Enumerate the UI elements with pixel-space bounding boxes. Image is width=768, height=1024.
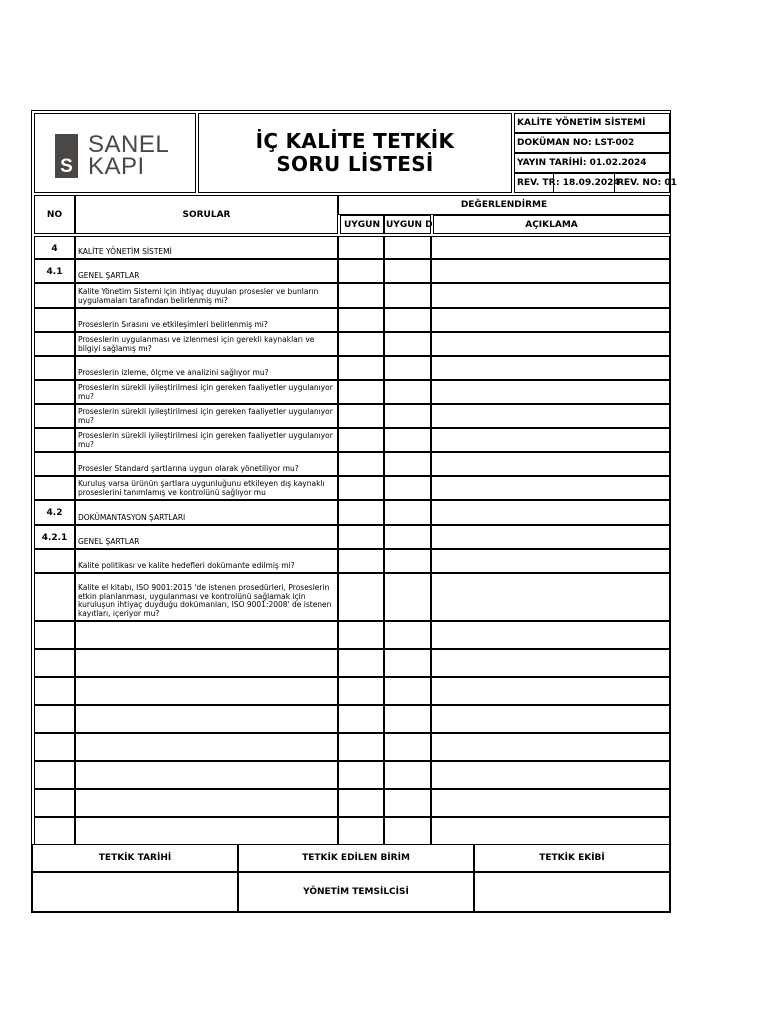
row-conform-cell[interactable] xyxy=(338,476,384,500)
audit-checklist-sheet xyxy=(31,110,677,913)
row-no-cell xyxy=(34,404,75,428)
row-explanation-cell[interactable] xyxy=(431,789,670,817)
row-explanation-cell[interactable] xyxy=(431,677,670,705)
row-nonconform-cell[interactable] xyxy=(384,573,431,621)
row-question-cell[interactable] xyxy=(75,761,338,789)
col-header-nonconform: UYGUN D xyxy=(384,215,431,234)
row-nonconform-cell[interactable] xyxy=(384,549,431,573)
footer-audit-date-label: TETKİK TARİHİ xyxy=(32,844,238,872)
row-question-cell xyxy=(75,452,338,476)
row-no-cell xyxy=(34,428,75,452)
info-publish-date: YAYIN TARİHİ: 01.02.2024 xyxy=(514,153,670,173)
row-question-text: GENEL ŞARTLAR xyxy=(78,536,140,546)
row-explanation-cell[interactable] xyxy=(431,621,670,649)
row-no-cell xyxy=(34,236,75,259)
info-rev-date-value: : 18.09.2024 xyxy=(553,173,615,193)
row-no-cell[interactable] xyxy=(34,789,75,817)
row-explanation-cell[interactable] xyxy=(431,259,670,283)
row-question-cell[interactable] xyxy=(75,817,338,845)
company-logo-box xyxy=(34,113,196,193)
row-conform-cell[interactable] xyxy=(338,817,384,845)
row-no-cell xyxy=(34,525,75,549)
row-question-cell[interactable] xyxy=(75,789,338,817)
row-explanation-cell[interactable] xyxy=(431,452,670,476)
row-nonconform-cell[interactable] xyxy=(384,308,431,332)
row-conform-cell[interactable] xyxy=(338,452,384,476)
row-explanation-cell[interactable] xyxy=(431,428,670,452)
row-question-cell[interactable] xyxy=(75,649,338,677)
row-explanation-cell[interactable] xyxy=(431,761,670,789)
row-number: 4.1 xyxy=(46,267,63,277)
company-logo xyxy=(55,131,170,180)
row-question-text: Prosesler Standard şartlarına uygun olarak yönetiliyor mu? xyxy=(78,463,299,473)
row-question-cell[interactable] xyxy=(75,705,338,733)
logo-line2: KAPI xyxy=(88,153,145,180)
logo-mark-icon xyxy=(55,134,78,178)
row-explanation-cell[interactable] xyxy=(431,573,670,621)
col-header-no: NO xyxy=(34,195,75,234)
info-doc-no: DOKÜMAN NO: LST-002 xyxy=(514,133,670,153)
row-explanation-cell[interactable] xyxy=(431,356,670,380)
row-conform-cell[interactable] xyxy=(338,705,384,733)
row-question-text: DOKÜMANTASYON ŞARTLARI xyxy=(78,512,186,522)
document-title-box xyxy=(198,113,512,193)
row-nonconform-cell[interactable] xyxy=(384,236,431,259)
row-nonconform-cell[interactable] xyxy=(384,500,431,525)
row-question-cell xyxy=(75,476,338,500)
row-nonconform-cell[interactable] xyxy=(384,677,431,705)
footer-management-rep-label: YÖNETİM TEMSİLCİSİ xyxy=(238,872,474,912)
row-nonconform-cell[interactable] xyxy=(384,428,431,452)
row-conform-cell[interactable] xyxy=(338,283,384,308)
row-nonconform-cell[interactable] xyxy=(384,452,431,476)
logo-wordmark xyxy=(88,131,170,180)
document-title-line1: İÇ KALİTE TETKİK xyxy=(255,129,455,153)
logo-mark-letter: S xyxy=(60,156,73,177)
row-conform-cell[interactable] xyxy=(338,733,384,761)
col-header-conform: UYGUN xyxy=(340,215,384,234)
row-no-cell xyxy=(34,549,75,573)
row-no-cell xyxy=(34,500,75,525)
row-question-text: Kalite politikası ve kalite hedefleri dokümante edilmiş mi? xyxy=(78,560,295,570)
row-nonconform-cell[interactable] xyxy=(384,705,431,733)
row-nonconform-cell[interactable] xyxy=(384,476,431,500)
row-number: 4.2.1 xyxy=(41,533,68,543)
row-question-text: KALİTE YÖNETİM SİSTEMİ xyxy=(78,246,172,256)
row-question-cell xyxy=(75,549,338,573)
row-nonconform-cell[interactable] xyxy=(384,404,431,428)
row-no-cell xyxy=(34,380,75,404)
row-no-cell[interactable] xyxy=(34,733,75,761)
row-explanation-cell[interactable] xyxy=(431,404,670,428)
row-question-text: Kalite el kitabı, ISO 9001:2015 'de istenen prosedürleri, Proseslerin etkin planlanması, uygulanması ve kontrolünü sağlamak için kuruluşun ihtiyaç duyduğu dokümanları, ISO 9001:2008' de istenen kayıtları, içeriyor mu? xyxy=(78,583,332,618)
row-no-cell xyxy=(34,573,75,621)
row-conform-cell[interactable] xyxy=(338,789,384,817)
row-nonconform-cell[interactable] xyxy=(384,733,431,761)
row-conform-cell[interactable] xyxy=(338,332,384,356)
row-nonconform-cell[interactable] xyxy=(384,649,431,677)
row-question-cell xyxy=(75,525,338,549)
row-explanation-cell[interactable] xyxy=(431,705,670,733)
row-nonconform-cell[interactable] xyxy=(384,525,431,549)
row-conform-cell[interactable] xyxy=(338,649,384,677)
row-question-cell xyxy=(75,573,338,621)
row-question-cell[interactable] xyxy=(75,677,338,705)
row-explanation-cell[interactable] xyxy=(431,525,670,549)
row-conform-cell[interactable] xyxy=(338,549,384,573)
footer-audited-unit-label: TETKİK EDİLEN BİRİM xyxy=(238,844,474,872)
row-question-cell xyxy=(75,236,338,259)
row-question-text: Proseslerin sürekli iyileştirilmesi için gereken faaliyetler uygulanıyor mu? xyxy=(78,407,333,425)
row-question-cell[interactable] xyxy=(75,733,338,761)
row-number: 4 xyxy=(51,244,58,254)
row-conform-cell[interactable] xyxy=(338,404,384,428)
row-no-cell xyxy=(34,283,75,308)
row-question-cell[interactable] xyxy=(75,621,338,649)
row-explanation-cell[interactable] xyxy=(431,733,670,761)
info-rev-no: REV. NO: 01 xyxy=(614,173,670,193)
row-no-cell xyxy=(34,332,75,356)
row-conform-cell[interactable] xyxy=(338,236,384,259)
row-conform-cell[interactable] xyxy=(338,308,384,332)
row-question-cell xyxy=(75,283,338,308)
row-question-cell xyxy=(75,380,338,404)
logo-line1: SANEL xyxy=(88,131,170,158)
row-question-cell xyxy=(75,356,338,380)
row-nonconform-cell[interactable] xyxy=(384,761,431,789)
row-explanation-cell[interactable] xyxy=(431,649,670,677)
row-no-cell[interactable] xyxy=(34,761,75,789)
row-no-cell xyxy=(34,259,75,283)
col-header-evaluation: DEĞERLENDİRME xyxy=(338,195,670,215)
row-nonconform-cell[interactable] xyxy=(384,356,431,380)
col-header-explanation: AÇIKLAMA xyxy=(433,215,670,234)
footer-audit-team-label: TETKİK EKİBİ xyxy=(474,844,670,872)
col-header-questions: SORULAR xyxy=(75,195,338,234)
row-conform-cell[interactable] xyxy=(338,356,384,380)
row-conform-cell[interactable] xyxy=(338,621,384,649)
row-explanation-cell[interactable] xyxy=(431,308,670,332)
row-no-cell xyxy=(34,476,75,500)
row-explanation-cell[interactable] xyxy=(431,236,670,259)
row-question-text: Kuruluş varsa ürünün şartlara uygunluğunu etkileyen dış kaynaklı proseslerini tanımlamış ve kontrolünü sağlıyor mu xyxy=(78,479,325,497)
info-rev-date-label: REV. TR xyxy=(514,173,554,193)
row-conform-cell[interactable] xyxy=(338,259,384,283)
footer-audit-team-value[interactable] xyxy=(474,872,670,912)
row-no-cell xyxy=(34,356,75,380)
row-question-cell xyxy=(75,308,338,332)
row-explanation-cell[interactable] xyxy=(431,476,670,500)
row-explanation-cell[interactable] xyxy=(431,380,670,404)
row-nonconform-cell[interactable] xyxy=(384,259,431,283)
row-conform-cell[interactable] xyxy=(338,428,384,452)
row-no-cell xyxy=(34,308,75,332)
row-question-text: GENEL ŞARTLAR xyxy=(78,270,140,280)
row-question-text: Proseslerin sürekli iyileştirilmesi için gereken faaliyetler uygulanıyor mu? xyxy=(78,431,333,449)
row-explanation-cell[interactable] xyxy=(431,332,670,356)
row-explanation-cell[interactable] xyxy=(431,500,670,525)
row-question-text: Proseslerin izleme, ölçme ve analizini sağlıyor mu? xyxy=(78,367,269,377)
row-nonconform-cell[interactable] xyxy=(384,621,431,649)
row-explanation-cell[interactable] xyxy=(431,549,670,573)
row-question-cell xyxy=(75,332,338,356)
row-explanation-cell[interactable] xyxy=(431,283,670,308)
row-no-cell[interactable] xyxy=(34,705,75,733)
row-question-text: Kalite Yönetim Sistemi için ihtiyaç duyulan prosesler ve bunların uygulamaları tarafından belirlenmiş mi? xyxy=(78,287,319,305)
row-conform-cell[interactable] xyxy=(338,380,384,404)
row-question-text: Proseslerin Sırasını ve etkileşimleri belirlenmiş mi? xyxy=(78,319,268,329)
row-question-cell xyxy=(75,428,338,452)
row-question-text: Proseslerin uygulanması ve izlenmesi için gerekli kaynakları ve bilgiyi sağlamış mı? xyxy=(78,335,315,353)
row-conform-cell[interactable] xyxy=(338,573,384,621)
row-conform-cell[interactable] xyxy=(338,525,384,549)
row-nonconform-cell[interactable] xyxy=(384,283,431,308)
row-explanation-cell[interactable] xyxy=(431,817,670,845)
row-question-cell xyxy=(75,500,338,525)
info-system: KALİTE YÖNETİM SİSTEMİ xyxy=(514,113,670,133)
document-title-line2: SORU LİSTESİ xyxy=(276,152,434,176)
row-nonconform-cell[interactable] xyxy=(384,332,431,356)
row-question-cell xyxy=(75,404,338,428)
row-nonconform-cell[interactable] xyxy=(384,380,431,404)
row-no-cell[interactable] xyxy=(34,817,75,845)
row-no-cell[interactable] xyxy=(34,649,75,677)
row-question-text: Proseslerin sürekli iyileştirilmesi için gereken faaliyetler uygulanıyor mu? xyxy=(78,383,333,401)
row-conform-cell[interactable] xyxy=(338,500,384,525)
row-number: 4.2 xyxy=(46,508,63,518)
row-conform-cell[interactable] xyxy=(338,761,384,789)
row-nonconform-cell[interactable] xyxy=(384,817,431,845)
footer-audit-date-value[interactable] xyxy=(32,872,238,912)
row-conform-cell[interactable] xyxy=(338,677,384,705)
row-no-cell[interactable] xyxy=(34,621,75,649)
row-question-cell xyxy=(75,259,338,283)
row-no-cell[interactable] xyxy=(34,677,75,705)
row-nonconform-cell[interactable] xyxy=(384,789,431,817)
row-no-cell xyxy=(34,452,75,476)
